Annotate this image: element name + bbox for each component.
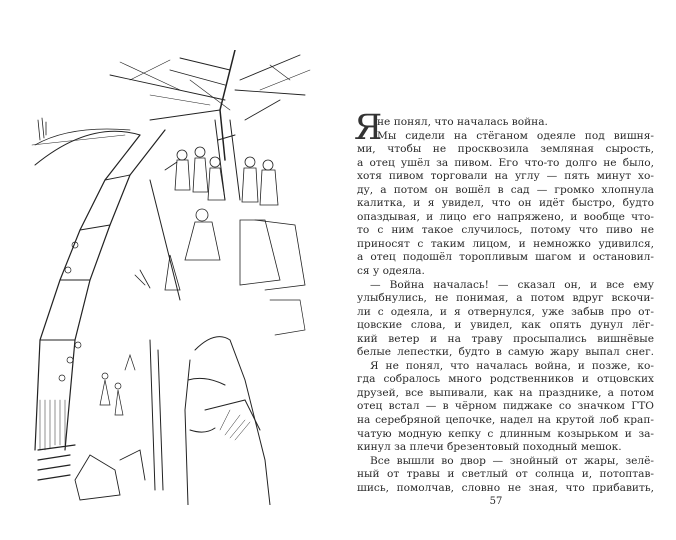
text-line: ли с одеяла, и я отвернулся, уже забыв про от- bbox=[357, 305, 654, 318]
text-line: белые лепестки, будто в самую жару выпал снег. bbox=[357, 346, 654, 359]
text-line: — Война началась! — сказал он, и все ему bbox=[370, 278, 654, 291]
text-line: цовские слова, и увидел, как опять дунул лёг- bbox=[357, 319, 654, 332]
text-line: то с ним такое случилось, потому что пиво не bbox=[357, 224, 654, 237]
text-line: ду, а потом он вошёл в сад — громко хлопнула bbox=[357, 183, 654, 196]
text-line: кий ветер и на траву просыпались вишнёвые bbox=[357, 332, 654, 345]
text-line: друзей, все выпивали, как на празднике, а потом bbox=[357, 386, 654, 399]
text-line: ся у одеяла. bbox=[357, 265, 425, 278]
body-text bbox=[354, 108, 654, 495]
text-line: кинул за плечи брезентовый походный мешок. bbox=[357, 441, 622, 454]
text-line: калитка, и я увидел, что он идёт быстро, будто bbox=[357, 197, 654, 210]
page-number-text: 57 bbox=[489, 496, 503, 507]
text-line: Все вышли во двор — знойный от жары, зелё- bbox=[370, 454, 654, 467]
text-line: приносят с таким лицом, и немножко удивился, bbox=[357, 237, 654, 250]
text-line: улыбнулись, не понимая, а потом вдруг вскочи- bbox=[357, 292, 654, 305]
page-number bbox=[0, 496, 676, 507]
text-line: опаздывая, и лицо его напряжено, и вообще что- bbox=[357, 210, 654, 223]
text-line: а отец подошёл торопливым шагом и остановил- bbox=[357, 251, 654, 264]
text-line: Я не понял, что началась война, и позже, ко- bbox=[370, 359, 654, 372]
text-line: а отец ушёл за пивом. Его что-то долго не было, bbox=[357, 156, 654, 169]
village-sketch-illustration bbox=[30, 50, 330, 505]
drop-cap: Я bbox=[354, 108, 383, 148]
text-line: шись, помолчав, словно не зная, что прибавить, bbox=[357, 481, 654, 494]
text-line: на серебряной цепочке, надел на крутой лоб крап- bbox=[357, 414, 654, 427]
text-line: Мы сидели на стёганом одеяле под вишня- bbox=[377, 129, 654, 142]
text-line: гда собралось много родственников и отцовских bbox=[357, 373, 654, 386]
text-line: хотя пивом торговали на углу — пять минут хо- bbox=[357, 170, 654, 183]
text-line: ный от травы и светлый от солнца и, потоптав- bbox=[357, 468, 654, 481]
text-line: ми, чтобы не просквозила земляная сырость, bbox=[357, 143, 654, 156]
text-line: не понял, что началась война. bbox=[377, 116, 548, 128]
text-line: отец встал — в чёрном пиджаке со значком ГТО bbox=[357, 400, 654, 413]
text-line: чатую модную кепку с длинным козырьком и за- bbox=[357, 427, 654, 440]
